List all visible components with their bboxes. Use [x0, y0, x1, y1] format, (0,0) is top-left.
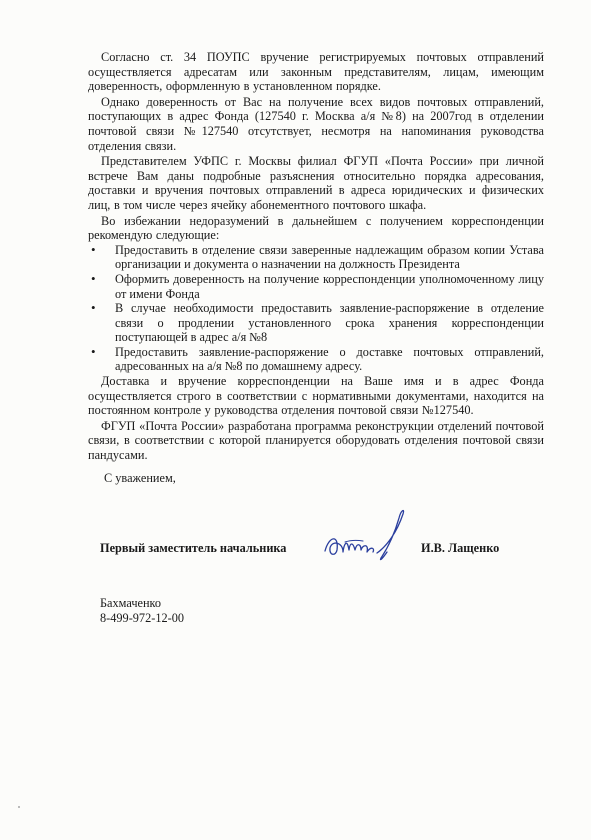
list-item-text: Оформить доверенность на получение корреспонденции уполномоченному лицу от имени Фонда [115, 271, 544, 301]
closing-salutation: С уважением, [104, 471, 176, 485]
list-item-text: Предоставить заявление-распоряжение о доставке почтовых отправлений, адресованных на а/я №8 по домашнему адресу. [115, 344, 544, 374]
paragraph-5: Доставка и вручение корреспонденции на Ваше имя и в адрес Фонда осуществляется строго в соответствии с нормативными документами, находится на постоянном контроле у руководства отделения почтовой связи №127540. [88, 374, 544, 418]
executor-name: Бахмаченко [100, 596, 162, 610]
bullet-icon: • [91, 270, 96, 286]
list-item-text: Предоставить в отделение связи заверенные надлежащим образом копии Устава организации и документа о назначении на должность Президента [115, 242, 544, 272]
letter-body [88, 50, 544, 463]
executor-phone: 8-499-972-12-00 [100, 611, 185, 625]
scan-speck [18, 806, 20, 808]
bullet-icon: • [91, 343, 96, 359]
signatory-name: И.В. Лащенко [421, 541, 500, 555]
paragraph-4: Во избежании недоразумений в дальнейшем с получением корреспонденции рекомендую следующие: [88, 213, 544, 243]
list-item-text: В случае необходимости предоставить заявление-распоряжение в отделение связи о продлении установленного срока хранения корреспонденции поступающей в адрес а/я №8 [115, 301, 544, 345]
bullet-icon: • [91, 300, 96, 316]
paragraph-6: ФГУП «Почта России» разработана программа реконструкции отделений почтовой связи, в соответствии с которой планируется оборудовать отделения почтовой связи пандусами. [88, 418, 544, 463]
list-item [88, 345, 544, 374]
signature-line [100, 541, 520, 561]
signatory-title: Первый заместитель начальника [100, 541, 287, 555]
list-item [88, 272, 544, 301]
paragraph-1: Согласно ст. 34 ПОУПС вручение регистрируемых почтовых отправлений осуществляется адресатам или законным представителям, лицам, имеющим доверенность, оформленную в установленном порядке. [88, 50, 544, 94]
list-item [88, 243, 544, 272]
recommendations-list [88, 243, 544, 374]
list-item [88, 301, 544, 345]
paragraph-2: Однако доверенность от Вас на получение всех видов почтовых отправлений, поступающих в адрес Фонда (127540 г. Москва а/я №8) на 2007год в отделении почтовой связи №127540 отсутствует, несмотря на напоминания руководства отделения связи. [88, 94, 544, 153]
bullet-icon: • [91, 241, 96, 257]
executor-block [100, 596, 184, 626]
paragraph-3: Представителем УФПС г. Москвы филиал ФГУП «Почта России» при личной встрече Вам даны подробные разъяснения относительно порядка адресования, доставки и вручения почтовых отправлений в адреса юридических и физических лиц, в том числе через ячейку абонементного почтового шкафа. [88, 154, 544, 212]
